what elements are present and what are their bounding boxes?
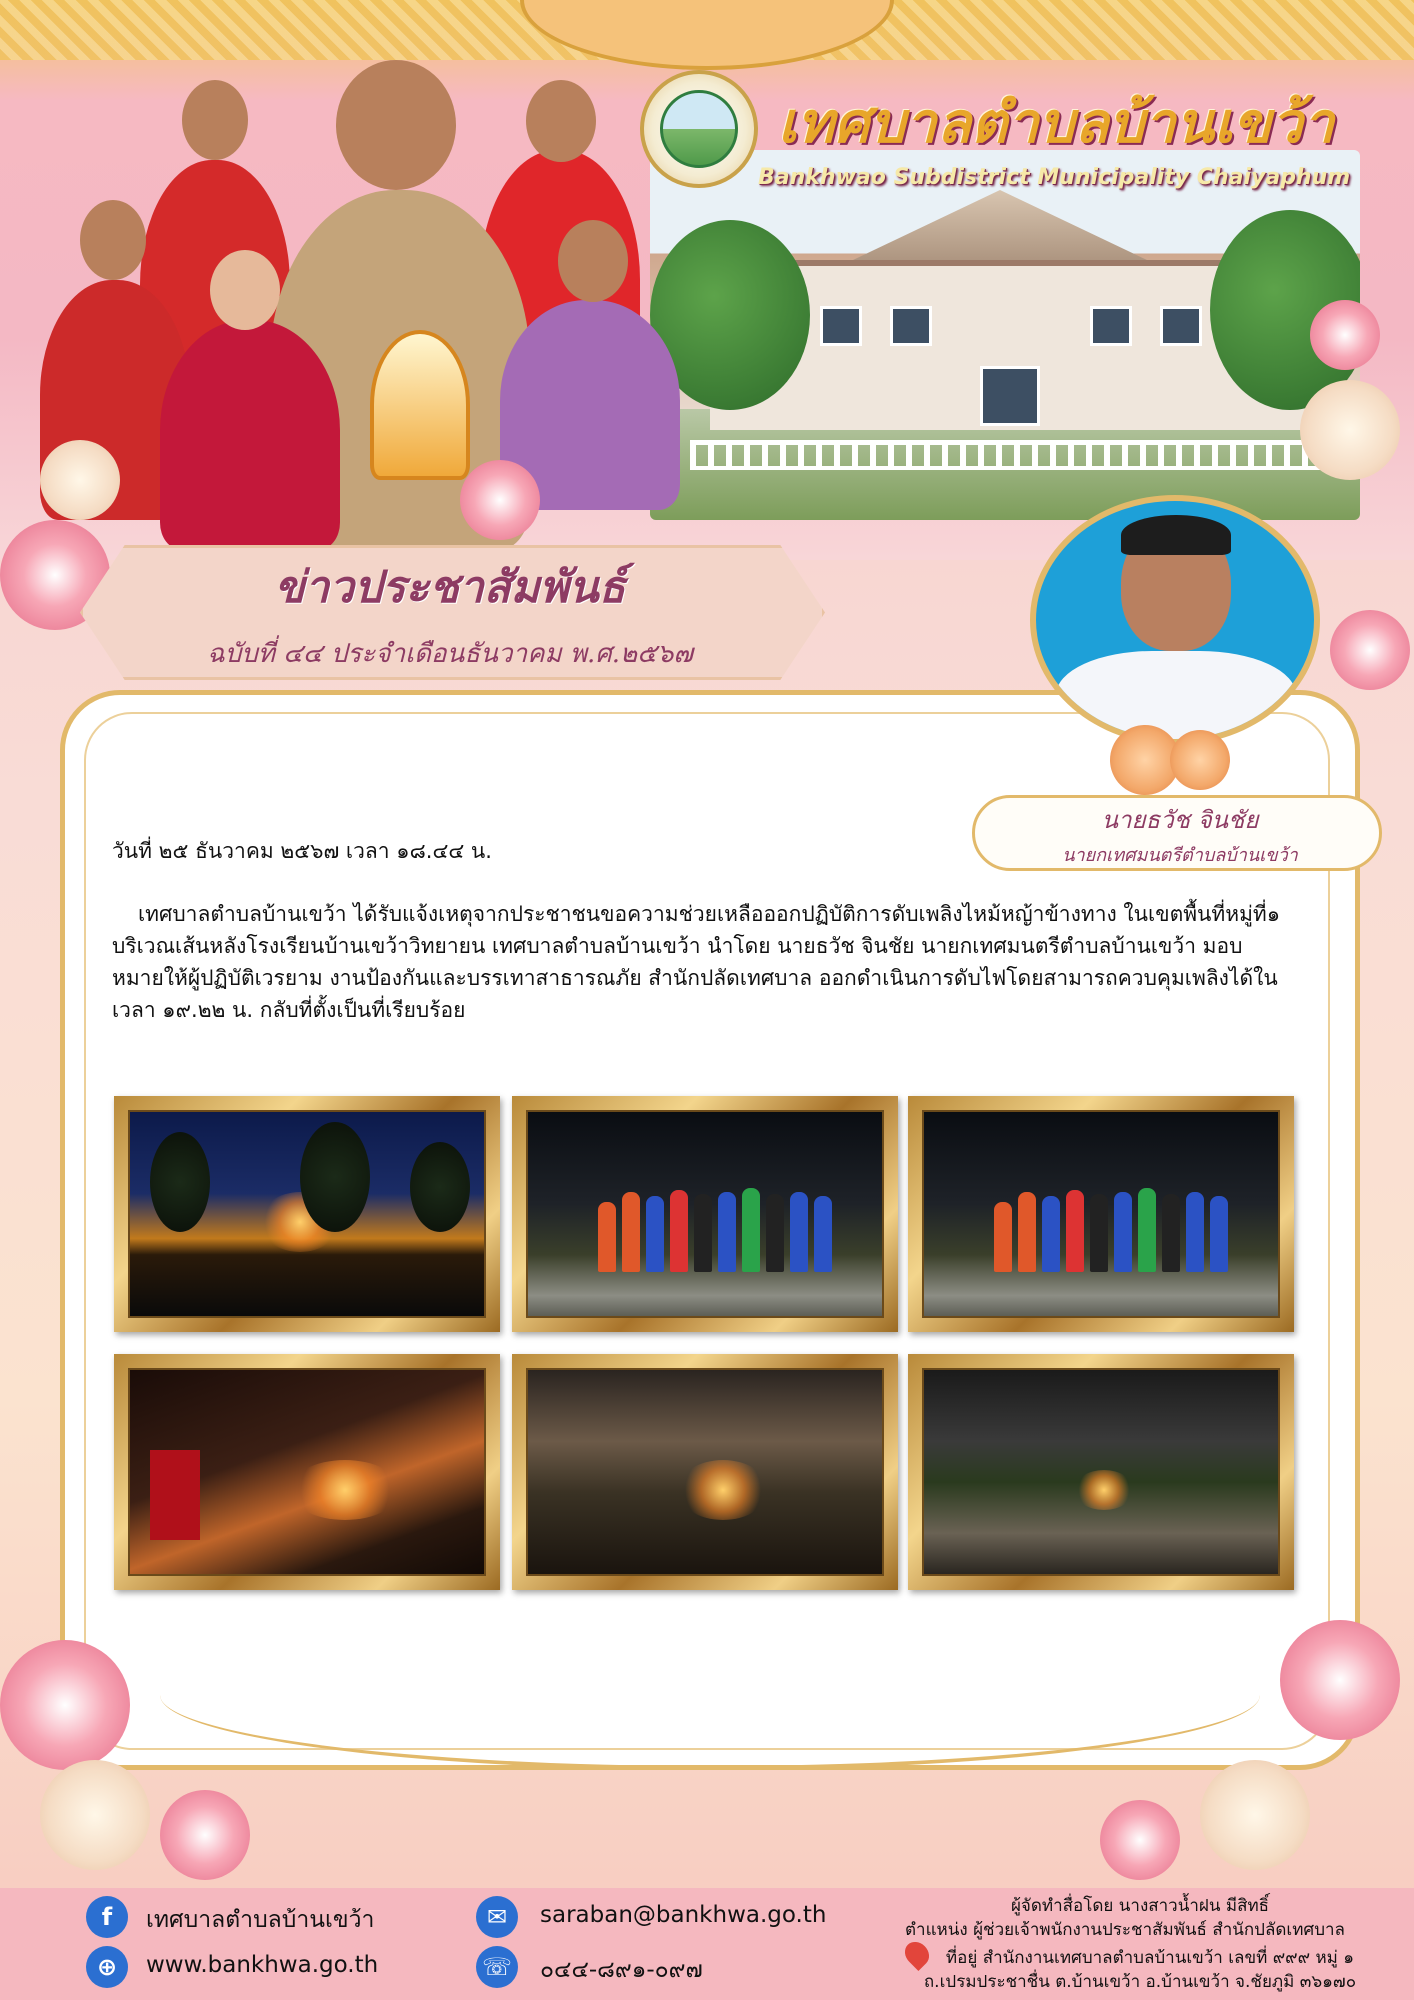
flower-decoration — [1100, 1800, 1180, 1880]
email-link[interactable]: saraban@bankhwa.go.th — [540, 1902, 827, 1928]
flower-decoration — [460, 460, 540, 540]
facebook-page-link[interactable]: เทศบาลตำบลบ้านเขว้า — [146, 1907, 375, 1933]
issue-number: ฉบับที่ ๔๔ ประจำเดือนธันวาคม พ.ศ.๒๕๖๗ — [207, 639, 693, 669]
org-name-thai: เทศบาลตำบลบ้านเขว้า — [778, 90, 1335, 156]
office-building-photo — [650, 150, 1360, 520]
flower-decoration — [1170, 730, 1230, 790]
mayor-portrait — [1030, 495, 1320, 745]
bottom-arch-ornament — [160, 1620, 1260, 1770]
section-title: ข่าวประชาสัมพันธ์ — [274, 562, 626, 613]
flower-decoration — [0, 1640, 130, 1770]
org-name-english: Bankhwao Subdistrict Municipality Chaiyaphum — [758, 165, 1351, 190]
producer-credit: ผู้จัดทำสื่อโดย นางสาวน้ำฝน มีสิทธิ์ — [1010, 1896, 1270, 1916]
award-trophy — [370, 330, 470, 480]
globe-icon[interactable]: ⊕ — [86, 1946, 128, 1988]
photo-fire-night-1 — [114, 1096, 500, 1332]
article-body: เทศบาลตำบลบ้านเขว้า ได้รับแจ้งเหตุจากประชาชนขอความช่วยเหลือออกปฏิบัติการดับเพลิงไหม้หญ้าข้างทาง ในเขตพื้นที่หมู่ที่๑ บริเวณเส้นหลังโรงเรียนบ้านเขว้าวิทยายน เทศบาลตำบลบ้านเขว้า นำโดย นายธวัช จินชัย นายกเทศมนตรีตำบลบ้านเขว้า มอบหมายให้ผู้ปฏิบัติเวรยาม งานป้องกันและบรรเทาสาธารณภัย สำนักปลัดเทศบาล ออกดำเนินการดับไฟโดยสามารถควบคุมเพลิงได้ใน เวลา ๑๙.๒๒ น. กลับที่ตั้งเป็นที่เรียบร้อย — [112, 902, 1281, 1022]
facebook-icon[interactable]: f — [86, 1896, 128, 1938]
flower-decoration — [1200, 1760, 1310, 1870]
article-datetime: วันที่ ๒๕ ธันวาคม ๒๕๖๗ เวลา ๑๘.๔๔ น. — [112, 839, 492, 863]
phone-number[interactable]: ๐๔๔-๘๙๑-๐๙๗ — [540, 1957, 703, 1983]
photo-fire-brush-1 — [114, 1354, 500, 1590]
photo-fire-smoke — [512, 1354, 898, 1590]
address-line-2: ถ.เปรมประชาชื่น ต.บ้านเขว้า อ.บ้านเขว้า จ.ชัยภูมิ ๓๖๑๗๐ — [923, 1972, 1357, 1992]
photo-firefighter-team-1 — [512, 1096, 898, 1332]
mayor-name: นายธวัช จินชัย — [1101, 806, 1259, 834]
website-link[interactable]: www.bankhwa.go.th — [146, 1952, 379, 1978]
flower-decoration — [40, 1760, 150, 1870]
producer-position: ตำแหน่ง ผู้ช่วยเจ้าพนักงานประชาสัมพันธ์ สำนักปลัดเทศบาล — [905, 1920, 1345, 1940]
mail-icon[interactable]: ✉ — [476, 1896, 518, 1938]
address-line-1: ที่อยู่ สำนักงานเทศบาลตำบลบ้านเขว้า เลขที่ ๙๙๙ หมู่ ๑ — [945, 1948, 1355, 1968]
phone-icon[interactable]: ☏ — [476, 1946, 518, 1988]
flower-decoration — [1280, 1620, 1400, 1740]
flower-decoration — [1330, 610, 1410, 690]
flower-decoration — [40, 440, 120, 520]
officials-group-photo — [30, 50, 690, 550]
photo-firefighter-team-2 — [908, 1096, 1294, 1332]
photo-fire-roadside — [908, 1354, 1294, 1590]
flower-decoration — [1300, 380, 1400, 480]
flower-decoration — [160, 1790, 250, 1880]
flower-decoration — [1310, 300, 1380, 370]
mayor-title: นายกเทศมนตรีตำบลบ้านเขว้า — [1062, 845, 1298, 866]
